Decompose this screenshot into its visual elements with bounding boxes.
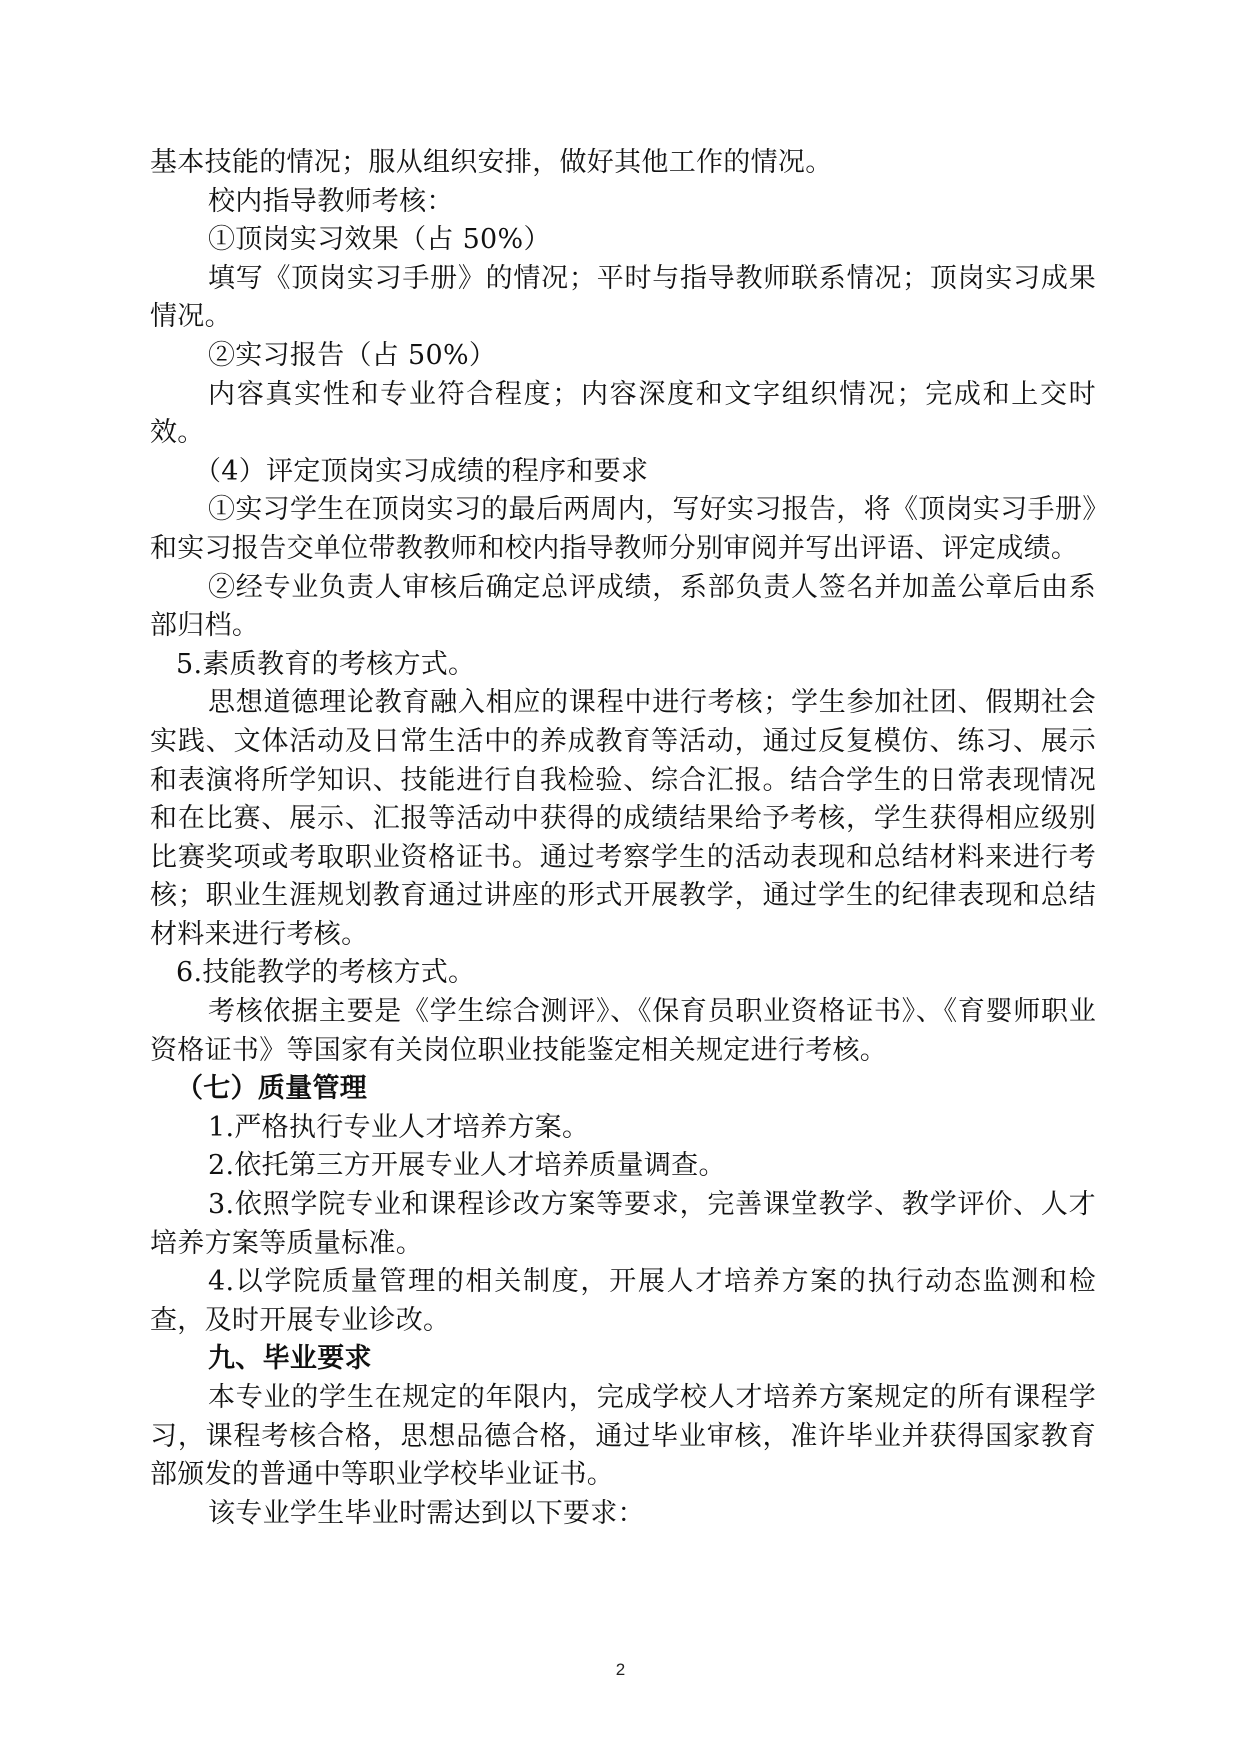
paragraph-quality-education: 思想道德理论教育融入相应的课程中进行考核；学生参加社团、假期社会实践、文体活动及日常生活中的养成教育等活动，通过反复模仿、练习、展示和表演将所学知识、技能进行自我检验、综合汇报。结合学生的日常表现情况和在比赛、展示、汇报等活动中获得的成绩结果给予考核，学生获得相应级别比赛奖项或考取职业资格证书。通过考察学生的活动表现和总结材料来进行考核；职业生涯规划教育通过讲座的形式开展教学，通过学生的纪律表现和总结材料来进行考核。 xyxy=(150,687,1096,950)
document-body xyxy=(150,144,1096,1533)
list-item-quality-2: 2.依托第三方开展专业人才培养质量调查。 xyxy=(208,1150,726,1182)
paragraph-internship-manual: 填写《顶岗实习手册》的情况；平时与指导教师联系情况；顶岗实习成果情况。 xyxy=(150,262,1096,333)
paragraph-skill-teaching-heading: 6.技能教学的考核方式。 xyxy=(176,957,476,989)
paragraph-grading-step-1: ①实习学生在顶岗实习的最后两周内，写好实习报告，将《顶岗实习手册》和实习报告交单位带教教师和校内指导教师分别审阅并写出评语、评定成绩。 xyxy=(150,494,1096,564)
list-item-quality-3: 3.依照学院专业和课程诊改方案等要求，完善课堂教学、教学评价、人才培养方案等质量标准。 xyxy=(150,1189,1096,1259)
paragraph-basic-skills: 基本技能的情况；服从组织安排，做好其他工作的情况。 xyxy=(150,147,833,178)
paragraph-school-teacher-assessment: 校内指导教师考核： xyxy=(208,185,454,217)
section-heading-quality-management: （七）质量管理 xyxy=(176,1073,368,1105)
paragraph-internship-effect: ①顶岗实习效果（占 50%） xyxy=(208,224,551,256)
paragraph-report-content: 内容真实性和专业符合程度；内容深度和文字组织情况；完成和上交时效。 xyxy=(150,378,1096,449)
list-item-quality-1: 1.严格执行专业人才培养方案。 xyxy=(208,1111,590,1143)
paragraph-grading-step-2: ②经专业负责人审核后确定总评成绩，系部负责人签名并加盖公章后由系部归档。 xyxy=(150,571,1096,642)
paragraph-skill-teaching: 考核依据主要是《学生综合测评》、《保育员职业资格证书》、《育婴师职业资格证书》等国家有关岗位职业技能鉴定相关规定进行考核。 xyxy=(150,996,1096,1066)
list-item-quality-4: 4.以学院质量管理的相关制度，开展人才培养方案的执行动态监测和检查，及时开展专业诊改。 xyxy=(150,1266,1096,1336)
paragraph-internship-report: ②实习报告（占 50%） xyxy=(208,339,497,371)
paragraph-graduation-conditions: 该专业学生毕业时需达到以下要求： xyxy=(208,1497,645,1529)
section-heading-graduation-requirements: 九、毕业要求 xyxy=(208,1343,372,1375)
paragraph-grading-procedure-heading: （4）评定顶岗实习成绩的程序和要求 xyxy=(194,455,649,487)
paragraph-quality-education-heading: 5.素质教育的考核方式。 xyxy=(176,648,476,680)
paragraph-graduation-requirements: 本专业的学生在规定的年限内，完成学校人才培养方案规定的所有课程学习，课程考核合格，思想品德合格，通过毕业审核，准许毕业并获得国家教育部颁发的普通中等职业学校毕业证书。 xyxy=(150,1382,1096,1491)
page-number: 2 xyxy=(615,1660,626,1679)
